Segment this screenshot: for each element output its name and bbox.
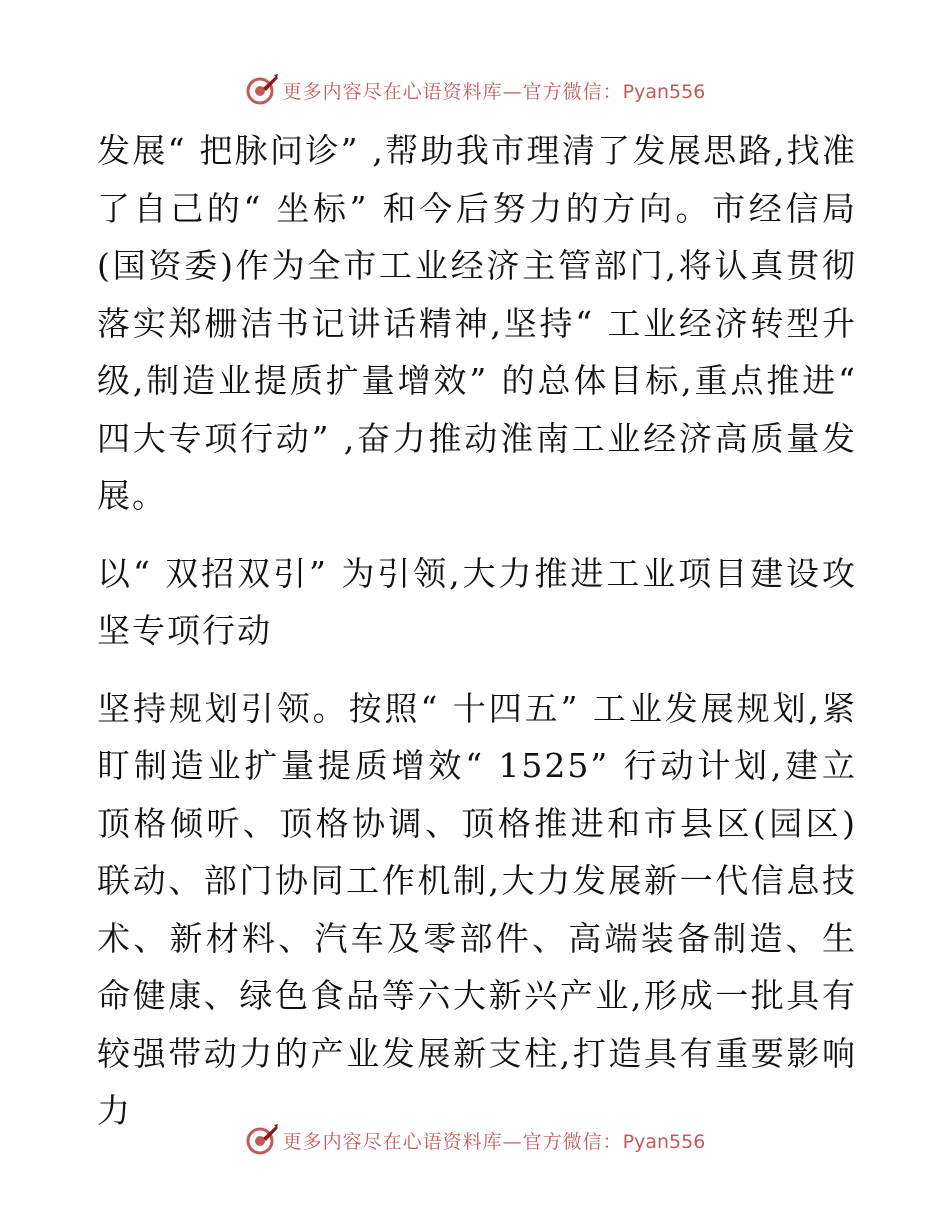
pen-circle-logo-icon <box>245 73 279 107</box>
paragraph: 发展“ 把脉问诊” ,帮助我市理清了发展思路,找准了自己的“ 坐标” 和今后努力的方向。市经信局(国资委)作为全市工业经济主管部门,将认真贯彻落实郑栅洁书记讲话精神,坚持“ 工业经济转型升级,制造业提质扩量增效” 的总体目标,重点推进“ 四大专项行动” ,奋力推动淮南工业经济高质量发展。 <box>97 131 857 515</box>
paragraph: 坚持规划引领。按照“ 十四五” 工业发展规划,紧盯制造业扩量提质增效“ 1525” 行动计划,建立顶格倾听、顶格协调、顶格推进和市县区(园区)联动、部门协同工作机制,大力发展新一代信息技术、新材料、汽车及零部件、高端装备制造、生命健康、绿色食品等六大新兴产业,形成一批具有较强带动力的产业发展新支柱,打造具有重要影响力 <box>97 688 857 1130</box>
section-heading: 以“ 双招双引” 为引领,大力推进工业项目建设攻坚专项行动 <box>97 553 857 650</box>
footer-watermark-id: Pyan556 <box>622 1130 706 1153</box>
document-body <box>97 122 857 1140</box>
header-watermark <box>0 70 950 110</box>
header-watermark-id: Pyan556 <box>622 80 706 103</box>
header-watermark-text: 更多内容尽在心语资料库—官方微信：Pyan556 <box>282 80 706 103</box>
pen-circle-logo-icon <box>245 1123 279 1157</box>
footer-watermark-text: 更多内容尽在心语资料库—官方微信：Pyan556 <box>282 1130 706 1153</box>
footer-watermark <box>0 1120 950 1160</box>
